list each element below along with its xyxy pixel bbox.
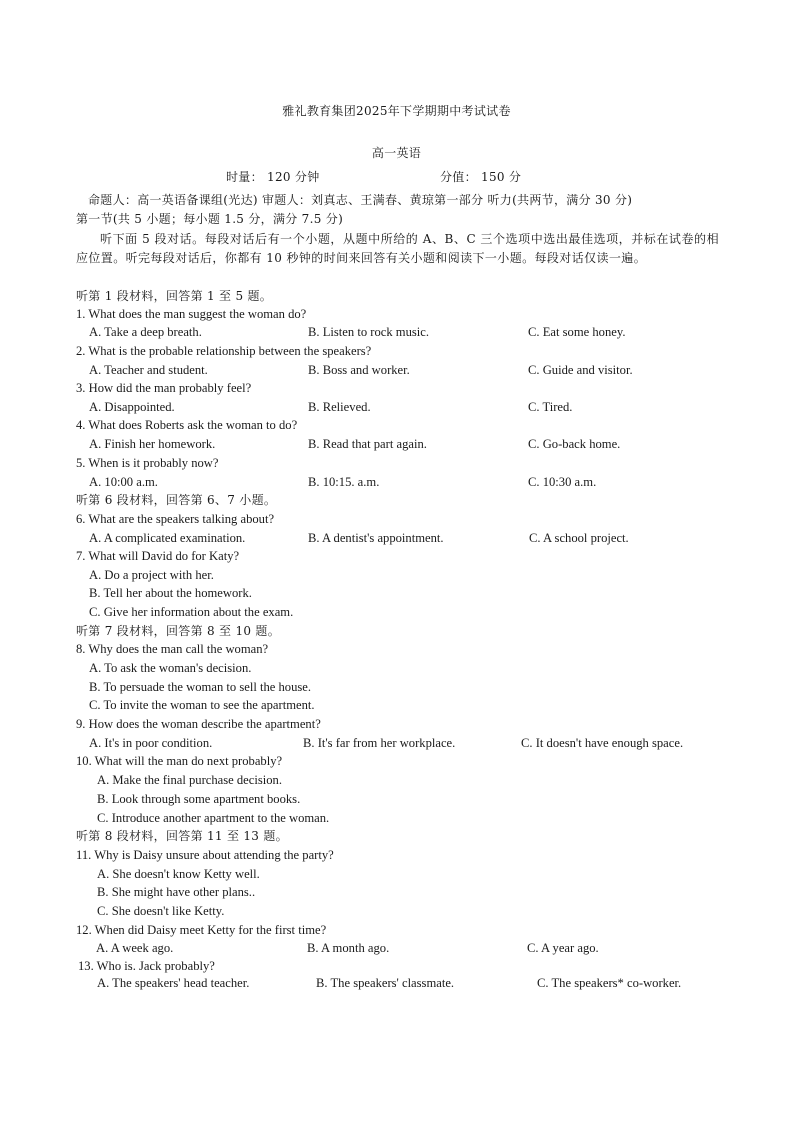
exam-score: 分值： 150 分 — [440, 170, 522, 184]
q2-option-b: B. Boss and worker. — [308, 363, 410, 377]
question-11: 11. Why is Daisy unsure about attending the party? — [76, 848, 334, 862]
q10-option-b: B. Look through some apartment books. — [97, 792, 301, 806]
q9-option-b: B. It's far from her workplace. — [303, 736, 456, 750]
q12-option-b: B. A month ago. — [307, 941, 390, 955]
q13-option-c: C. The speakers* co-worker. — [537, 976, 682, 990]
q7-option-c: C. Give her information about the exam. — [89, 605, 294, 619]
q2-option-c: C. Guide and visitor. — [528, 363, 633, 377]
q5-option-a: A. 10:00 a.m. — [89, 475, 158, 489]
question-13: 13. Who is. Jack probably? — [78, 959, 215, 973]
question-9: 9. How does the woman describe the apartment? — [76, 717, 321, 731]
question-4: 4. What does Roberts ask the woman to do? — [76, 418, 298, 432]
question-6: 6. What are the speakers talking about? — [76, 512, 275, 526]
q4-option-a: A. Finish her homework. — [89, 437, 216, 451]
q12-option-c: C. A year ago. — [527, 941, 599, 955]
q12-option-a: A. A week ago. — [96, 941, 174, 955]
listening-instructions: 听下面 5 段对话。每段对话后有一个小题，从题中所给的 A、B、C 三个选项中选出最佳选项，并标在试卷的相应位置。听完每段对话后，你都有 10 秒钟的时间来回答有关小题和阅读下一小题。每段对话仅读一遍。 — [76, 232, 719, 265]
exam-title: 雅礼教育集团2025年下学期期中考试试卷 — [282, 104, 511, 118]
question-8: 8. Why does the man call the woman? — [76, 642, 269, 656]
directions-2: 听第 6 段材料，回答第 6、7 小题。 — [76, 493, 277, 507]
q8-option-a: A. To ask the woman's decision. — [89, 661, 252, 675]
question-5: 5. When is it probably now? — [76, 456, 219, 470]
q7-option-b: B. Tell her about the homework. — [89, 586, 252, 600]
q3-option-b: B. Relieved. — [308, 400, 371, 414]
q11-option-a: A. She doesn't know Ketty well. — [97, 867, 260, 881]
question-2: 2. What is the probable relationship between the speakers? — [76, 344, 372, 358]
q1-option-b: B. Listen to rock music. — [308, 325, 430, 339]
q5-option-c: C. 10:30 a.m. — [528, 475, 597, 489]
q9-option-a: A. It's in poor condition. — [89, 736, 213, 750]
q1-option-a: A. Take a deep breath. — [89, 325, 202, 339]
question-7: 7. What will David do for Katy? — [76, 549, 240, 563]
q9-option-c: C. It doesn't have enough space. — [521, 736, 684, 750]
q10-option-c: C. Introduce another apartment to the woman. — [97, 811, 330, 825]
authors-line: 命题人：高一英语备课组(光达) 审题人：刘真志、王满春、黄琼第一部分 听力(共两节，满分 30 分) — [88, 193, 633, 207]
q6-option-c: C. A school project. — [529, 531, 629, 545]
section-one-heading: 第一节(共 5 小题；每小题 1.5 分，满分 7.5 分) — [76, 212, 344, 226]
question-1: 1. What does the man suggest the woman do? — [76, 307, 307, 321]
q11-option-c: C. She doesn't like Ketty. — [97, 904, 225, 918]
directions-1: 听第 1 段材料，回答第 1 至 5 题。 — [76, 289, 273, 303]
q11-option-b: B. She might have other plans.. — [97, 885, 256, 899]
q8-option-b: B. To persuade the woman to sell the house. — [89, 680, 312, 694]
q10-option-a: A. Make the final purchase decision. — [97, 773, 282, 787]
q13-option-b: B. The speakers' classmate. — [316, 976, 455, 990]
q3-option-c: C. Tired. — [528, 400, 573, 414]
q1-option-c: C. Eat some honey. — [528, 325, 626, 339]
q6-option-b: B. A dentist's appointment. — [308, 531, 444, 545]
directions-4: 听第 8 段材料，回答第 11 至 13 题。 — [76, 829, 288, 843]
subject-title: 高一英语 — [371, 146, 422, 160]
exam-time: 时量： 120 分钟 — [226, 170, 320, 184]
q13-option-a: A. The speakers' head teacher. — [97, 976, 250, 990]
q5-option-b: B. 10:15. a.m. — [308, 475, 380, 489]
q2-option-a: A. Teacher and student. — [89, 363, 208, 377]
question-12: 12. When did Daisy meet Ketty for the first time? — [76, 923, 327, 937]
q6-option-a: A. A complicated examination. — [89, 531, 246, 545]
q4-option-b: B. Read that part again. — [308, 437, 427, 451]
q8-option-c: C. To invite the woman to see the apartment. — [89, 698, 315, 712]
q7-option-a: A. Do a project with her. — [89, 568, 214, 582]
directions-3: 听第 7 段材料，回答第 8 至 10 题。 — [76, 624, 281, 638]
question-10: 10. What will the man do next probably? — [76, 754, 283, 768]
q3-option-a: A. Disappointed. — [89, 400, 175, 414]
q4-option-c: C. Go-back home. — [528, 437, 621, 451]
question-3: 3. How did the man probably feel? — [76, 381, 252, 395]
